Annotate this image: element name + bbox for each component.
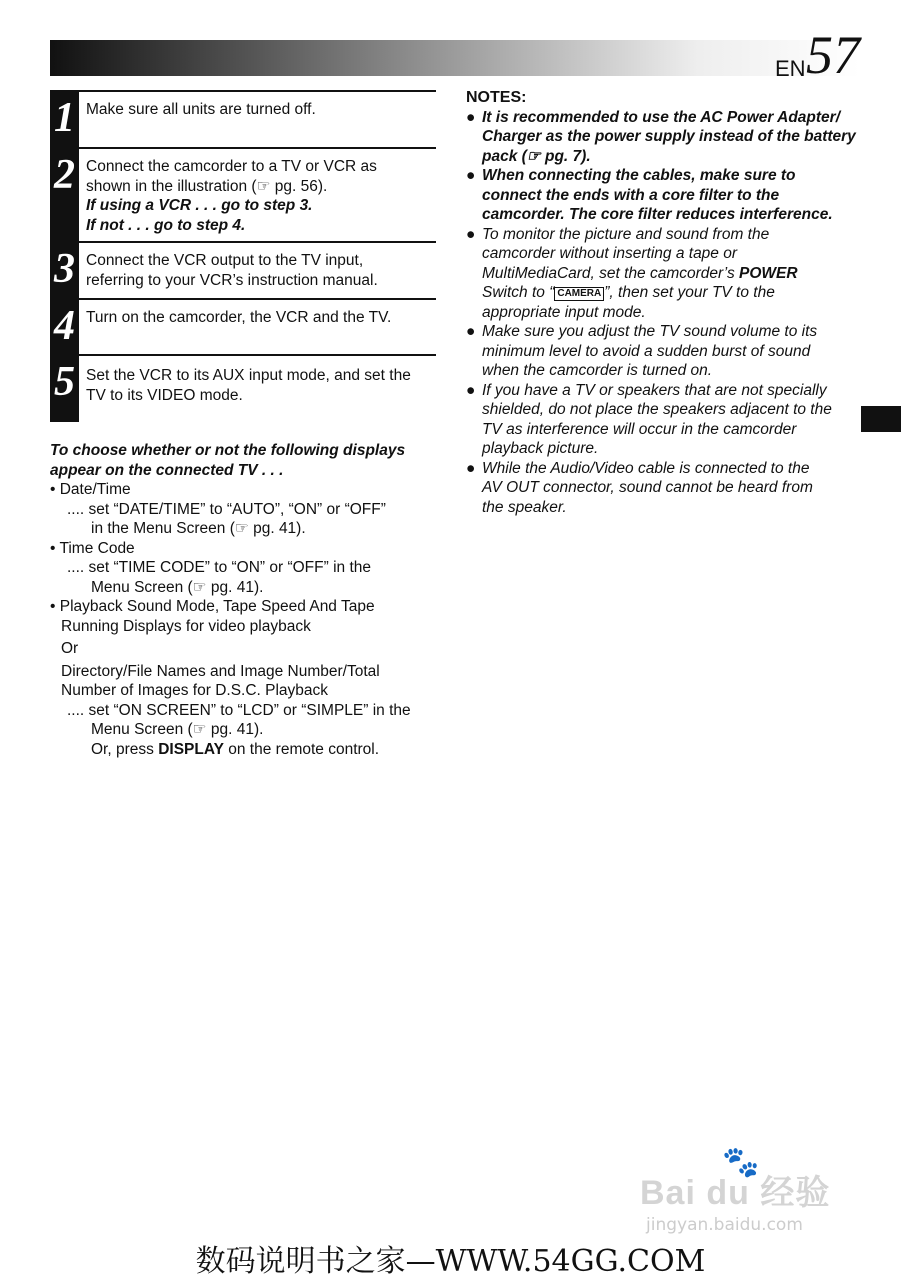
step-text-line: Make sure all units are turned off. bbox=[86, 101, 316, 118]
step-bold-line: If using a VCR . . . go to step 3. bbox=[86, 197, 313, 214]
options-heading: appear on the connected TV . . . bbox=[50, 461, 284, 479]
step-3 bbox=[50, 241, 436, 298]
note-item: ● While the Audio/Video cable is connected to the AV OUT connector, sound cannot be heard from the speaker. bbox=[466, 459, 813, 516]
step-text-line: Connect the camcorder to a TV or VCR as bbox=[86, 158, 377, 175]
watermark-url: jingyan.baidu.com bbox=[646, 1215, 803, 1235]
step-number-box: 1 bbox=[50, 90, 79, 147]
display-key: DISPLAY bbox=[158, 740, 224, 758]
step-number-box: 3 bbox=[50, 241, 79, 298]
step-number-box: 5 bbox=[50, 354, 79, 422]
footer-site-text: 数码说明书之家—WWW.54GG.COM bbox=[195, 1244, 706, 1279]
step-text-line: TV to its VIDEO mode. bbox=[86, 386, 243, 404]
note-item: ● It is recommended to use the AC Power Adapter/ Charger as the power supply instead of the battery pack (☞ pg. 7). bbox=[466, 108, 856, 165]
options-heading: To choose whether or not the following displays bbox=[50, 442, 406, 459]
note-item: ● To monitor the picture and sound from the camcorder without inserting a tape or MultiMediaCard, set the camcorder’s POWER Switch to “ CAMERA ”, then set your TV to the appropriate input mode. bbox=[466, 225, 798, 321]
step-number-box: 2 bbox=[50, 147, 79, 241]
option-date-time: • Date/Time bbox=[50, 481, 131, 498]
step-text-line: Connect the VCR output to the TV input, bbox=[86, 252, 364, 269]
step-5 bbox=[50, 354, 436, 422]
option-playback: • Playback Sound Mode, Tape Speed And Tape bbox=[50, 598, 375, 615]
baidu-watermark bbox=[640, 1145, 850, 1240]
header-gradient-bar bbox=[50, 40, 860, 76]
step-text-line: shown in the illustration (☞ pg. 56). bbox=[86, 177, 328, 195]
note-item: ● If you have a TV or speakers that are not specially shielded, do not place the speakers adjacent to the TV as interference will occur in the camcorder playback picture. bbox=[466, 381, 832, 457]
power-label: POWER bbox=[739, 264, 798, 282]
notes-section bbox=[466, 88, 861, 517]
step-4 bbox=[50, 298, 436, 354]
display-options: To choose whether or not the following displays appear on the connected TV . . . • Date/Time .... set “DATE/TIME” to “AUTO”, “ON” or “OFF” in the Menu Screen (☞ pg. 41). • Time Code .... set “TIME CODE” to “ON” or “OFF” in the Menu Screen (☞ pg. 41). • Playback Sound Mode, Tape Speed And Tape Running Displays for video playback Or Directory/File Names and Image Number/Total Number of Images for D.S.C. Playback .... set “ON SCREEN” to “LCD” or “SIMPLE” in the Menu Screen (☞ pg. 41). Or, press DISPLAY on the remote control. bbox=[50, 441, 450, 759]
step-2 bbox=[50, 147, 436, 241]
notes-title: NOTES: bbox=[466, 89, 527, 106]
step-bold-line: If not . . . go to step 4. bbox=[86, 216, 246, 234]
step-text-line: Turn on the camcorder, the VCR and the TV. bbox=[86, 309, 392, 326]
paw-icon: 🐾 bbox=[722, 1146, 760, 1179]
step-text-line: Set the VCR to its AUX input mode, and set the bbox=[86, 367, 411, 384]
step-text-line: referring to your VCR’s instruction manual. bbox=[86, 271, 378, 289]
note-item: ● When connecting the cables, make sure to connect the ends with a core filter to the camcorder. The core filter reduces interference. bbox=[466, 167, 833, 223]
note-item: ● Make sure you adjust the TV sound volume to its minimum level to avoid a sudden burst of sound when the camcorder is turned on. bbox=[466, 323, 818, 379]
language-code: EN bbox=[775, 56, 806, 81]
option-time-code: • Time Code bbox=[50, 539, 135, 557]
steps-list bbox=[50, 90, 436, 422]
watermark-logo: Bai du 经验 bbox=[640, 1174, 831, 1212]
camera-mode-badge: CAMERA bbox=[554, 287, 604, 301]
page-number: 57 bbox=[806, 25, 860, 85]
section-tab-marker bbox=[861, 406, 901, 432]
step-1 bbox=[50, 90, 436, 147]
step-number-box: 4 bbox=[50, 298, 79, 354]
